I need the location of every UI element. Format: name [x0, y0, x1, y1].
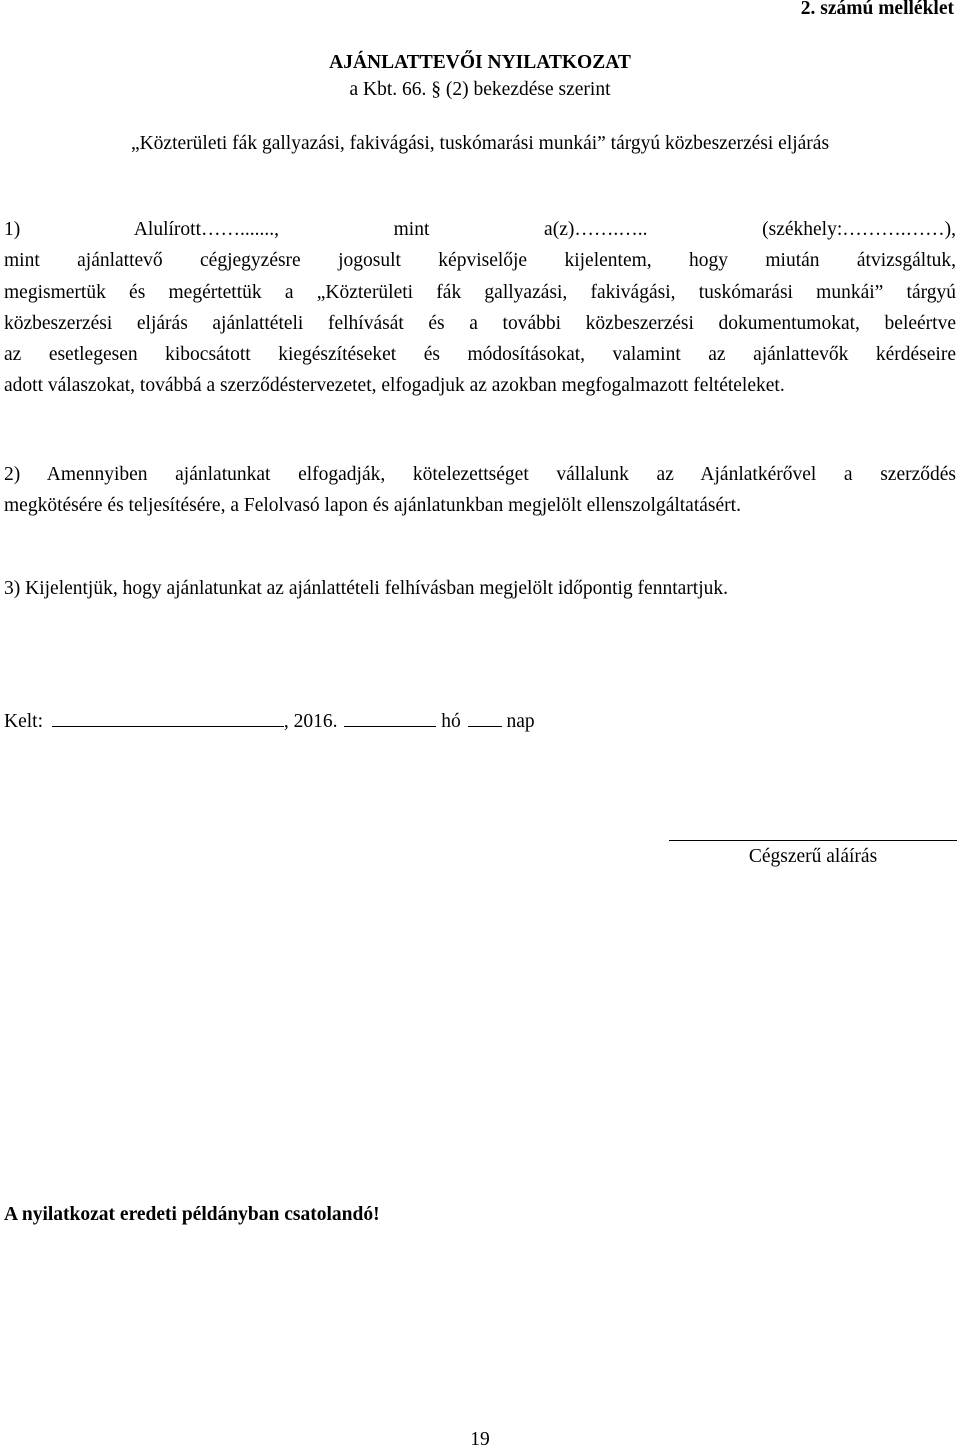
para1-line: adott válaszokat, továbbá a szerződéstervezetet, elfogadjuk az azokban megfogalmazott feltételeket.: [4, 375, 785, 397]
procurement-line: „Közterületi fák gallyazási, fakivágási, tuskómarási munkái” tárgyú közbeszerzési eljárás: [130, 133, 830, 154]
day-label: nap: [506, 711, 535, 732]
para1-line: az esetlegesen kibocsátott kiegészítéseket és módosításokat, valamint az ajánlattevők kérdéseire: [4, 344, 956, 366]
para1-line: közbeszerzési eljárás ajánlattételi felhívását és a további közbeszerzési dokumentumokat, beleértve: [4, 312, 956, 334]
para2-line: megkötésére és teljesítésére, a Felolvasó lapon és ajánlatunkban megjelölt ellenszolgáltatásért.: [4, 495, 741, 517]
signature-line[interactable]: [669, 840, 957, 841]
para1-line: mint ajánlattevő cégjegyzésre jogosult képviselője kijelentem, hogy miután átvizsgáltuk,: [4, 250, 956, 272]
year-text: , 2016.: [283, 711, 338, 732]
month-label: hó: [441, 711, 461, 732]
para1-line: megismertük és megértettük a „Közterületi fák gallyazási, fakivágási, tuskómarási munkái” tárgyú: [4, 281, 956, 303]
kelt-label: Kelt:: [4, 711, 43, 732]
day-blank[interactable]: [468, 710, 502, 727]
footer-note: A nyilatkozat eredeti példányban csatolandó!: [4, 1204, 380, 1225]
para2-line: 2) Amennyiben ajánlatunkat elfogadják, kötelezettséget vállalunk az Ajánlatkérővel a szerződés: [4, 464, 956, 485]
declaration-paragraph-1: [4, 214, 956, 402]
document-title: AJÁNLATTEVŐI NYILATKOZAT: [329, 52, 631, 73]
document-subtitle: a Kbt. 66. § (2) bekezdése szerint: [349, 79, 611, 100]
date-line: [4, 710, 535, 733]
declaration-paragraph-2: [4, 459, 956, 522]
place-blank[interactable]: [52, 710, 284, 727]
month-blank[interactable]: [344, 710, 436, 727]
annex-label: 2. számú melléklet: [800, 0, 954, 19]
signature-label: Cégszerű aláírás: [748, 846, 878, 867]
para1-line: 1) Alulírott……......., mint a(z)…….….. (székhely:……….……),: [4, 219, 956, 240]
declaration-paragraph-3: 3) Kijelentjük, hogy ajánlatunkat az ajánlattételi felhívásban megjelölt időpontig fenntartjuk.: [4, 578, 728, 599]
page-number: 19: [470, 1429, 490, 1450]
